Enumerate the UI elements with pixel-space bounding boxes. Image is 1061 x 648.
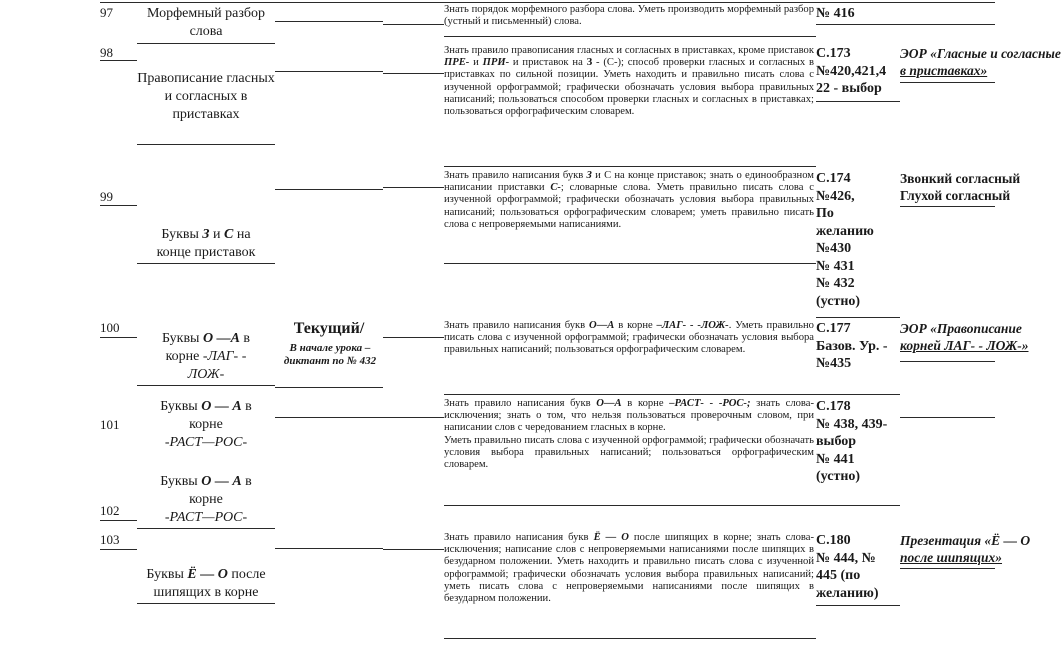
row-number: 98 xyxy=(100,45,113,60)
digital-resource: ЭОР «Правописание корней ЛАГ- - ЛОЖ-» xyxy=(900,321,1029,353)
lesson-topic: Буквы О — А в корне -РАСТ—РОС- xyxy=(160,399,252,450)
row-number: 102 xyxy=(100,503,120,518)
row-number: 103 xyxy=(100,532,120,547)
lesson-topic: Буквы О —А в корне -ЛАГ- - ЛОЖ- xyxy=(161,331,251,382)
lesson-requirements: Знать правило написания букв О—А в корне –РАСТ- - -РОС-; знать слова-исключения; знать о том, что нельзя пользоваться проверочным словом, при написании слов с чередованием гласных в корне. Уметь правильно писать слова с изученной орфограммой; графически обозначать условия выбора правильных написаний; пользоваться орфографическим словарем. xyxy=(444,398,814,471)
digital-resource: Презентация «Ё — О после шипящих» xyxy=(900,533,1031,565)
lesson-requirements: Знать правило правописания гласных и согласных в приставках, кроме приставок ПРЕ- и ПРИ- и приставок на З - (С-); способ проверки гласных и согласных в приставках по сильной позиции. Уметь находить и правильно писать слова с изученной орфограммой; графически обозначать условия выбора правильных написаний; пользоваться способом проверки гласных и согласных в приставках; пользоваться орфографическим словарем. xyxy=(444,45,815,118)
lesson-requirements: Знать правило написания букв З и С на конце приставок; знать о единообразном написании приставки С-; словарные слова. Уметь правильно писать слова с изученной орфограммой; графически обозначать условия выбора правильных написаний; пользоваться орфографическим словарем; уметь правильно писать слова с непроверяемыми написаниями. xyxy=(444,170,814,230)
textbook-pages: С.177 Базов. Ур. - №435 xyxy=(816,321,888,371)
textbook-pages: № 416 xyxy=(816,6,855,21)
row-number: 99 xyxy=(100,189,113,204)
row-number: 97 xyxy=(100,5,113,20)
lesson-topic: Буквы З и С на конце приставок xyxy=(156,227,256,260)
lesson-topic: Буквы О — А в корне -РАСТ—РОС- xyxy=(160,474,252,525)
textbook-pages: С.180 № 444, № 445 (по желанию) xyxy=(816,533,879,601)
digital-resource: ЭОР «Гласные и согласные в приставках» xyxy=(900,46,1061,78)
lesson-requirements: Знать правило написания букв О—А в корне –ЛАГ- - -ЛОЖ-. Уметь правильно писать слова с изученной орфограммой; графически обозначать условия выбора правильных написаний; пользоваться орфографическим словарем. xyxy=(444,320,814,356)
textbook-pages: С.174 №426, По желанию №430 № 431 № 432 (устно) xyxy=(816,171,874,309)
row-number: 101 xyxy=(100,417,120,432)
lesson-requirements: Знать правило написания букв Ё — О после шипящих в корне; знать слова-исключения; написание слов с непроверяемыми написаниями после шипящих в безударном положении. Уметь находить и правильно писать слова с изученной орфограммой; графически обозначать условия выбора правильных написаний; уметь писать слова с непроверяемыми написаниями после шипящих в безударном положении. xyxy=(444,532,814,605)
textbook-pages: С.173 №420,421,4 22 - выбор xyxy=(816,46,887,96)
row-number: 100 xyxy=(100,320,120,335)
lesson-topic: Морфемный разбор слова xyxy=(146,6,265,39)
textbook-pages: С.178 № 438, 439- выбор № 441 (устно) xyxy=(816,399,888,484)
lesson-requirements: Знать порядок морфемного разбора слова. Уметь производить морфемный разбор (устный и письменный) слова. xyxy=(444,4,814,28)
lesson-topic: Буквы Ё — О после шипящих в корне xyxy=(146,567,266,600)
control-note: В начале урока – диктант по № 432 xyxy=(283,342,377,367)
lesson-topic: Правописание гласных и согласных в приставках xyxy=(137,71,275,122)
digital-resource: Звонкий согласный Глухой согласный xyxy=(900,171,1021,203)
control-type: Текущий/ xyxy=(293,320,365,337)
